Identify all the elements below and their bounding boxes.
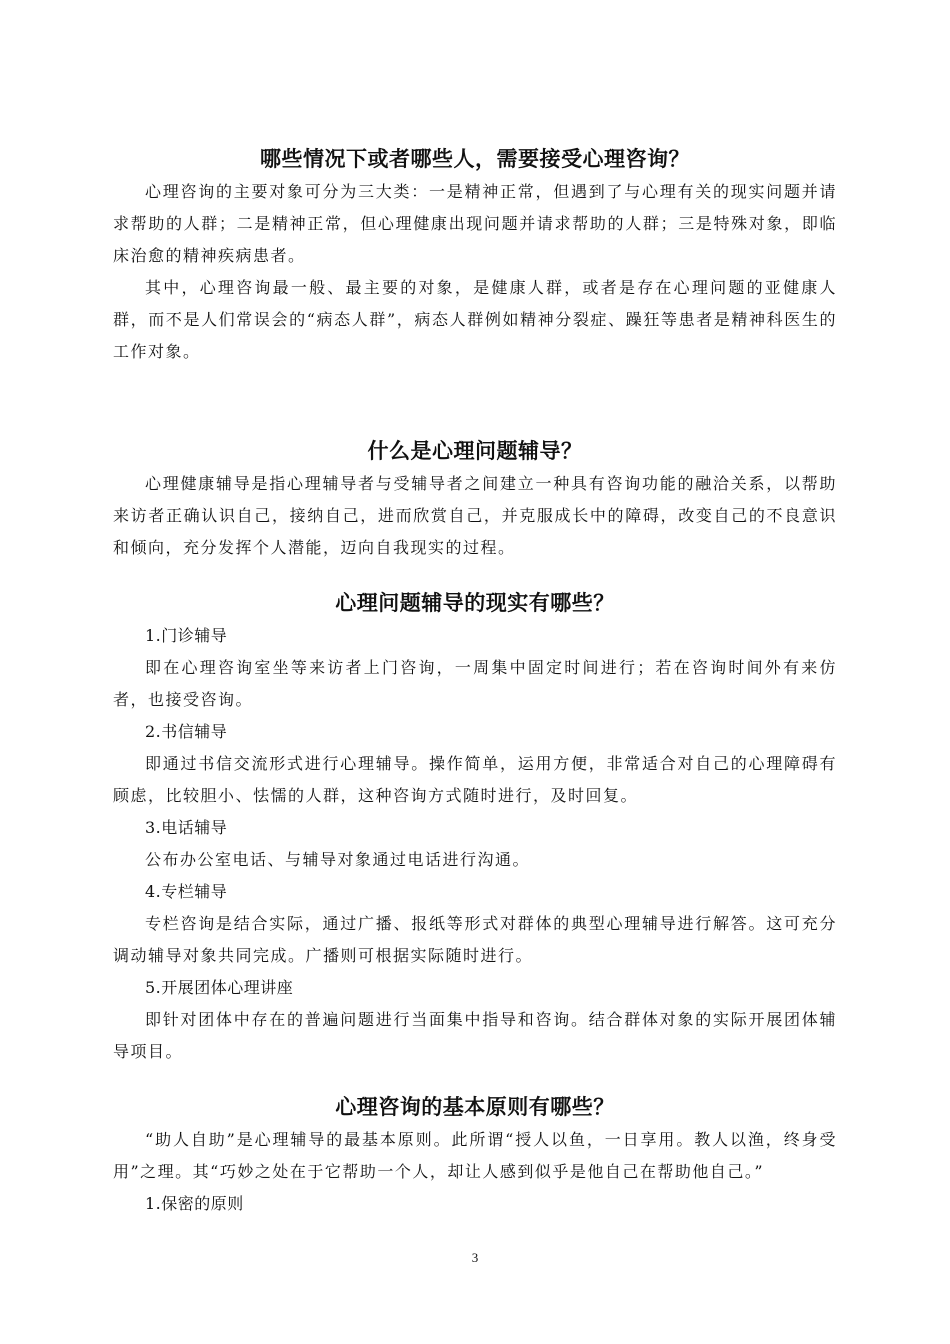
list-item-title: 3.电话辅导 xyxy=(145,818,228,837)
spacer xyxy=(113,1068,837,1090)
paragraph: “助人自助”是心理辅导的最基本原则。此所谓“授人以鱼，一日享用。教人以渔，终身受用”之理。其“巧妙之处在于它帮助一个人，却让人感到似乎是他自己在帮助他自己。” xyxy=(113,1130,837,1181)
page-content xyxy=(113,142,837,1220)
section-heading-guidance-forms: 心理问题辅导的现实有哪些？ xyxy=(335,591,615,615)
page-number: 3 xyxy=(471,1250,479,1265)
list-item-text: 即针对团体中存在的普遍问题进行当面集中指导和咨询。结合群体对象的实际开展团体辅导项目。 xyxy=(113,1010,837,1061)
section-heading-who-needs-counseling: 哪些情况下或者哪些人，需要接受心理咨询？ xyxy=(260,147,690,171)
paragraph: 心理健康辅导是指心理辅导者与受辅导者之间建立一种具有咨询功能的融洽关系，以帮助来访者正确认识自己，接纳自己，进而欣赏自己，并克服成长中的障碍，改变自己的不良意识和倾向，充分发挥个人潜能，迈向自我现实的过程。 xyxy=(113,474,837,557)
list-item-text: 即通过书信交流形式进行心理辅导。操作简单，运用方便，非常适合对自己的心理障碍有顾虑，比较胆小、怯懦的人群，这种咨询方式随时进行，及时回复。 xyxy=(113,754,837,805)
list-item-text: 公布办公室电话、与辅导对象通过电话进行沟通。 xyxy=(145,850,531,869)
spacer xyxy=(113,368,837,434)
list-item-text: 即在心理咨询室坐等来访者上门咨询，一周集中固定时间进行；若在咨询时间外有来仿者，也接受咨询。 xyxy=(113,658,837,709)
list-item-text: 专栏咨询是结合实际，通过广播、报纸等形式对群体的典型心理辅导进行解答。这可充分调动辅导对象共同完成。广播则可根据实际随时进行。 xyxy=(113,914,837,965)
list-item-title: 4.专栏辅导 xyxy=(145,882,228,901)
list-item-title: 1.门诊辅导 xyxy=(145,626,228,645)
section-heading-what-is-guidance: 什么是心理问题辅导？ xyxy=(367,439,583,463)
paragraph: 其中，心理咨询最一般、最主要的对象，是健康人群，或者是存在心理问题的亚健康人群，而不是人们常误会的“病态人群”，病态人群例如精神分裂症、躁狂等患者是精神科医生的工作对象。 xyxy=(113,278,837,361)
list-item-title: 2.书信辅导 xyxy=(145,722,228,741)
list-item-title: 5.开展团体心理讲座 xyxy=(145,978,294,997)
list-item-title: 1.保密的原则 xyxy=(145,1194,244,1213)
section-heading-basic-principles: 心理咨询的基本原则有哪些？ xyxy=(335,1095,615,1119)
spacer xyxy=(113,564,837,586)
paragraph: 心理咨询的主要对象可分为三大类：一是精神正常，但遇到了与心理有关的现实问题并请求帮助的人群；二是精神正常，但心理健康出现问题并请求帮助的人群；三是特殊对象，即临床治愈的精神疾病患者。 xyxy=(113,182,837,265)
